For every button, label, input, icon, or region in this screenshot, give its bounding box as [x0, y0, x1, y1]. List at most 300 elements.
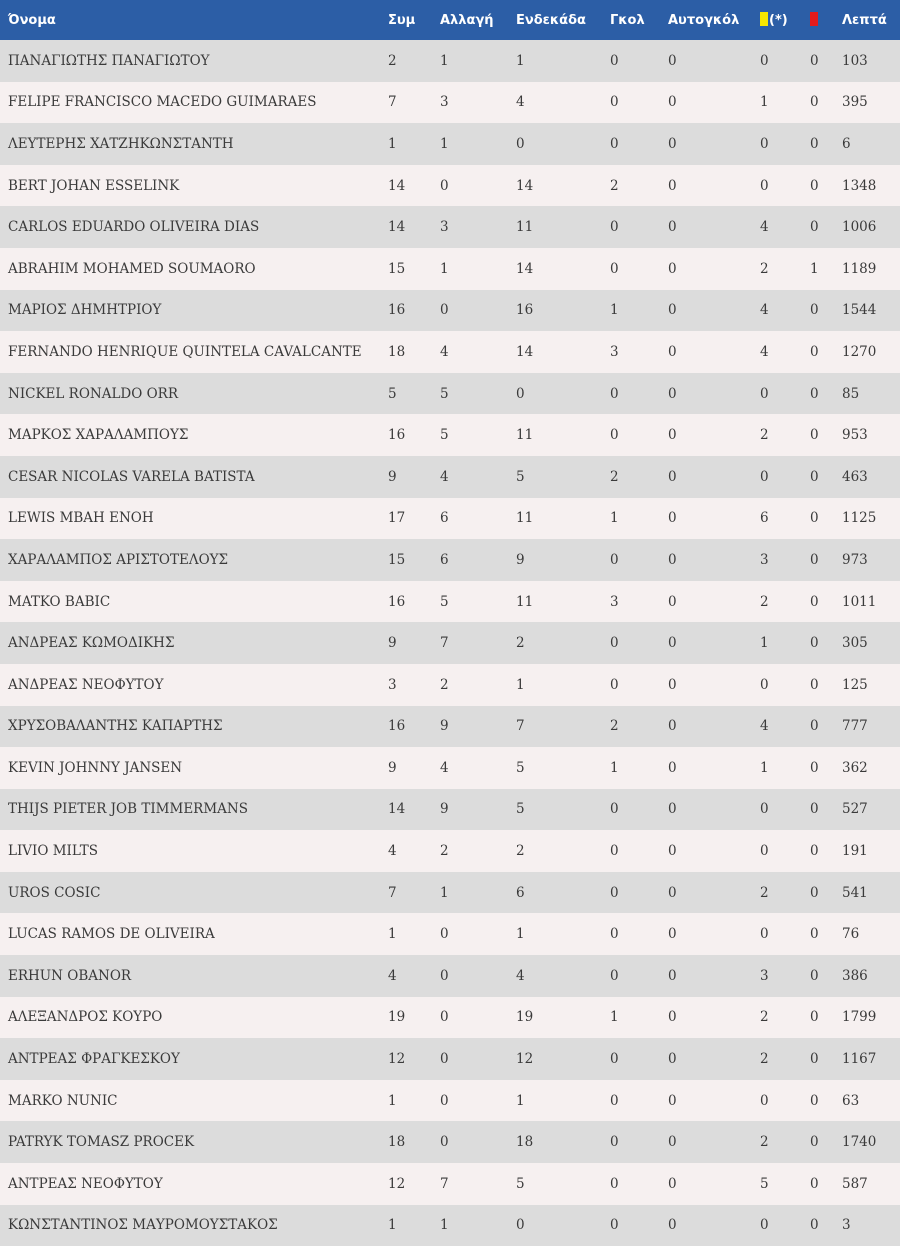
yellow-cards-cell: 6: [760, 510, 769, 527]
table-row: [0, 997, 900, 1039]
goals-cell: 0: [610, 551, 619, 568]
own-goals-cell: 0: [668, 94, 677, 111]
red-cards-cell: 0: [810, 177, 819, 194]
starts-cell: 1: [516, 52, 525, 69]
subs-cell: 0: [440, 1092, 449, 1109]
starts-cell: 14: [516, 260, 534, 277]
apps-cell: 5: [388, 385, 397, 402]
yellow-cards-cell: 0: [760, 1217, 769, 1234]
header-own-goals[interactable]: Αυτογκόλ: [668, 12, 740, 28]
yellow-cards-cell: 3: [760, 551, 769, 568]
minutes-cell: 386: [842, 967, 868, 984]
minutes-cell: 1189: [842, 260, 877, 277]
starts-cell: 11: [516, 510, 534, 527]
red-cards-cell: 0: [810, 1175, 819, 1192]
player-name: ΑΝΔΡΕΑΣ ΚΩΜΟΔΙΚΗΣ: [8, 635, 175, 652]
table-row: [0, 913, 900, 955]
table-row: [0, 290, 900, 332]
minutes-cell: 777: [842, 718, 868, 735]
red-cards-cell: 1: [810, 260, 819, 277]
yellow-cards-cell: 1: [760, 94, 769, 111]
yellow-card-icon: [760, 12, 768, 26]
red-cards-cell: 0: [810, 718, 819, 735]
player-name: MARKO NUNIC: [8, 1092, 118, 1109]
subs-cell: 5: [440, 385, 449, 402]
starts-cell: 5: [516, 801, 525, 818]
starts-cell: 12: [516, 1051, 534, 1068]
yellow-cards-cell: 3: [760, 967, 769, 984]
starts-cell: 6: [516, 884, 525, 901]
red-cards-cell: 0: [810, 427, 819, 444]
own-goals-cell: 0: [668, 635, 677, 652]
red-cards-cell: 0: [810, 135, 819, 152]
yellow-cards-cell: 2: [760, 1051, 769, 1068]
subs-cell: 9: [440, 718, 449, 735]
apps-cell: 15: [388, 260, 406, 277]
red-cards-cell: 0: [810, 94, 819, 111]
goals-cell: 0: [610, 1051, 619, 1068]
starts-cell: 19: [516, 1009, 534, 1026]
starts-cell: 11: [516, 593, 534, 610]
yellow-card-note: (*): [769, 13, 788, 28]
minutes-cell: 191: [842, 843, 868, 860]
subs-cell: 1: [440, 260, 449, 277]
starts-cell: 2: [516, 843, 525, 860]
goals-cell: 0: [610, 135, 619, 152]
player-name: THIJS PIETER JOB TIMMERMANS: [8, 801, 248, 818]
subs-cell: 0: [440, 926, 449, 943]
minutes-cell: 973: [842, 551, 868, 568]
red-cards-cell: 0: [810, 676, 819, 693]
yellow-cards-cell: 0: [760, 1092, 769, 1109]
yellow-cards-cell: 0: [760, 52, 769, 69]
minutes-cell: 1006: [842, 219, 877, 236]
apps-cell: 16: [388, 302, 406, 319]
subs-cell: 1: [440, 135, 449, 152]
red-cards-cell: 0: [810, 926, 819, 943]
own-goals-cell: 0: [668, 1092, 677, 1109]
goals-cell: 0: [610, 843, 619, 860]
minutes-cell: 1167: [842, 1051, 877, 1068]
apps-cell: 3: [388, 676, 397, 693]
minutes-cell: 63: [842, 1092, 860, 1109]
starts-cell: 11: [516, 219, 534, 236]
subs-cell: 6: [440, 551, 449, 568]
table-row: [0, 165, 900, 207]
table-body: [0, 40, 900, 1246]
subs-cell: 3: [440, 219, 449, 236]
goals-cell: 0: [610, 219, 619, 236]
subs-cell: 1: [440, 1217, 449, 1234]
minutes-cell: 1125: [842, 510, 877, 527]
header-goals[interactable]: Γκολ: [610, 12, 645, 28]
table-row: [0, 1080, 900, 1122]
player-name: CESAR NICOLAS VARELA BATISTA: [8, 468, 255, 485]
own-goals-cell: 0: [668, 1051, 677, 1068]
table-row: [0, 664, 900, 706]
subs-cell: 4: [440, 343, 449, 360]
goals-cell: 0: [610, 967, 619, 984]
apps-cell: 2: [388, 52, 397, 69]
minutes-cell: 6: [842, 135, 851, 152]
table-row: [0, 622, 900, 664]
player-name: PATRYK TOMASZ PROCEK: [8, 1134, 195, 1151]
minutes-cell: 1011: [842, 593, 877, 610]
starts-cell: 0: [516, 135, 525, 152]
goals-cell: 0: [610, 1217, 619, 1234]
yellow-cards-cell: 1: [760, 635, 769, 652]
player-name: ABRAHIM MOHAMED SOUMAORO: [8, 260, 256, 277]
table-row: [0, 872, 900, 914]
apps-cell: 14: [388, 177, 406, 194]
goals-cell: 0: [610, 801, 619, 818]
red-card-icon: [810, 12, 818, 26]
own-goals-cell: 0: [668, 1009, 677, 1026]
starts-cell: 18: [516, 1134, 534, 1151]
goals-cell: 2: [610, 718, 619, 735]
red-cards-cell: 0: [810, 1217, 819, 1234]
starts-cell: 5: [516, 759, 525, 776]
minutes-cell: 85: [842, 385, 860, 402]
apps-cell: 9: [388, 759, 397, 776]
red-cards-cell: 0: [810, 635, 819, 652]
subs-cell: 0: [440, 967, 449, 984]
player-name: ΑΝΔΡΕΑΣ ΝΕΟΦΥΤΟΥ: [8, 676, 164, 693]
minutes-cell: 463: [842, 468, 868, 485]
own-goals-cell: 0: [668, 52, 677, 69]
subs-cell: 1: [440, 884, 449, 901]
own-goals-cell: 0: [668, 177, 677, 194]
goals-cell: 3: [610, 343, 619, 360]
subs-cell: 0: [440, 1134, 449, 1151]
table-row: [0, 414, 900, 456]
apps-cell: 9: [388, 468, 397, 485]
subs-cell: 0: [440, 1009, 449, 1026]
player-name: ΑΝΤΡΕΑΣ ΦΡΑΓΚΕΣΚΟΥ: [8, 1051, 180, 1068]
apps-cell: 17: [388, 510, 406, 527]
subs-cell: 9: [440, 801, 449, 818]
table-row: [0, 123, 900, 165]
player-name: NICKEL RONALDO ORR: [8, 385, 179, 402]
starts-cell: 4: [516, 967, 525, 984]
apps-cell: 4: [388, 967, 397, 984]
apps-cell: 18: [388, 1134, 406, 1151]
player-name: FELIPE FRANCISCO MACEDO GUIMARAES: [8, 94, 317, 111]
table-row: [0, 40, 900, 82]
goals-cell: 2: [610, 468, 619, 485]
minutes-cell: 953: [842, 427, 868, 444]
table-row: [0, 789, 900, 831]
table-row: [0, 248, 900, 290]
table-row: [0, 706, 900, 748]
apps-cell: 19: [388, 1009, 406, 1026]
red-cards-cell: 0: [810, 967, 819, 984]
yellow-cards-cell: 0: [760, 177, 769, 194]
table-row: [0, 498, 900, 540]
goals-cell: 0: [610, 1092, 619, 1109]
own-goals-cell: 0: [668, 801, 677, 818]
red-cards-cell: 0: [810, 884, 819, 901]
minutes-cell: 527: [842, 801, 868, 818]
player-name: ΜΑΡΚΟΣ ΧΑΡΑΛΑΜΠΟΥΣ: [8, 427, 189, 444]
player-name: ΧΡΥΣΟΒΑΛΑΝΤΗΣ ΚΑΠΑΡΤΗΣ: [8, 718, 223, 735]
red-cards-cell: 0: [810, 843, 819, 860]
apps-cell: 15: [388, 551, 406, 568]
apps-cell: 1: [388, 926, 397, 943]
goals-cell: 0: [610, 884, 619, 901]
subs-cell: 7: [440, 1175, 449, 1192]
apps-cell: 18: [388, 343, 406, 360]
red-cards-cell: 0: [810, 593, 819, 610]
minutes-cell: 362: [842, 759, 868, 776]
player-name: ERHUN OBANOR: [8, 967, 132, 984]
header-yellow-cards[interactable]: [760, 0, 810, 40]
goals-cell: 0: [610, 52, 619, 69]
apps-cell: 1: [388, 1092, 397, 1109]
starts-cell: 1: [516, 676, 525, 693]
own-goals-cell: 0: [668, 551, 677, 568]
subs-cell: 0: [440, 1051, 449, 1068]
apps-cell: 16: [388, 593, 406, 610]
apps-cell: 12: [388, 1175, 406, 1192]
player-name: ΑΛΕΞΑΝΔΡΟΣ ΚΟΥΡΟ: [8, 1009, 163, 1026]
player-name: ΜΑΡΙΟΣ ΔΗΜΗΤΡΙΟΥ: [8, 302, 162, 319]
starts-cell: 5: [516, 1175, 525, 1192]
goals-cell: 0: [610, 385, 619, 402]
minutes-cell: 1270: [842, 343, 877, 360]
starts-cell: 1: [516, 1092, 525, 1109]
minutes-cell: 587: [842, 1175, 868, 1192]
goals-cell: 0: [610, 1134, 619, 1151]
own-goals-cell: 0: [668, 385, 677, 402]
goals-cell: 3: [610, 593, 619, 610]
red-cards-cell: 0: [810, 801, 819, 818]
red-cards-cell: 0: [810, 385, 819, 402]
yellow-cards-cell: 0: [760, 385, 769, 402]
yellow-cards-cell: 2: [760, 1009, 769, 1026]
subs-cell: 2: [440, 843, 449, 860]
subs-cell: 1: [440, 52, 449, 69]
goals-cell: 1: [610, 510, 619, 527]
subs-cell: 4: [440, 759, 449, 776]
goals-cell: 0: [610, 427, 619, 444]
subs-cell: 0: [440, 302, 449, 319]
player-name: LUCAS RAMOS DE OLIVEIRA: [8, 926, 215, 943]
table-row: [0, 206, 900, 248]
yellow-cards-cell: 4: [760, 302, 769, 319]
table-row: [0, 456, 900, 498]
starts-cell: 0: [516, 1217, 525, 1234]
yellow-cards-cell: 4: [760, 343, 769, 360]
apps-cell: 14: [388, 219, 406, 236]
red-cards-cell: 0: [810, 1134, 819, 1151]
yellow-cards-cell: 4: [760, 718, 769, 735]
goals-cell: 0: [610, 635, 619, 652]
yellow-cards-cell: 2: [760, 593, 769, 610]
subs-cell: 4: [440, 468, 449, 485]
header-starts[interactable]: Ενδεκάδα: [516, 12, 586, 28]
own-goals-cell: 0: [668, 759, 677, 776]
table-row: [0, 1121, 900, 1163]
minutes-cell: 1799: [842, 1009, 877, 1026]
player-name: UROS COSIC: [8, 884, 101, 901]
yellow-cards-cell: 0: [760, 926, 769, 943]
goals-cell: 0: [610, 260, 619, 277]
starts-cell: 11: [516, 427, 534, 444]
minutes-cell: 103: [842, 52, 868, 69]
own-goals-cell: 0: [668, 967, 677, 984]
apps-cell: 14: [388, 801, 406, 818]
starts-cell: 9: [516, 551, 525, 568]
header-apps[interactable]: Συμ: [388, 12, 416, 28]
red-cards-cell: 0: [810, 1092, 819, 1109]
table-row: [0, 747, 900, 789]
minutes-cell: 76: [842, 926, 860, 943]
red-cards-cell: 0: [810, 52, 819, 69]
yellow-cards-cell: 0: [760, 843, 769, 860]
starts-cell: 5: [516, 468, 525, 485]
red-cards-cell: 0: [810, 302, 819, 319]
player-name: FERNANDO HENRIQUE QUINTELA CAVALCANTE: [8, 343, 362, 360]
own-goals-cell: 0: [668, 593, 677, 610]
player-name: LIVIO MILTS: [8, 843, 99, 860]
subs-cell: 6: [440, 510, 449, 527]
apps-cell: 9: [388, 635, 397, 652]
table-row: [0, 1205, 900, 1247]
own-goals-cell: 0: [668, 427, 677, 444]
own-goals-cell: 0: [668, 1217, 677, 1234]
table-row: [0, 581, 900, 623]
red-cards-cell: 0: [810, 510, 819, 527]
table-row: [0, 373, 900, 415]
minutes-cell: 3: [842, 1217, 851, 1234]
red-cards-cell: 0: [810, 1051, 819, 1068]
own-goals-cell: 0: [668, 1175, 677, 1192]
goals-cell: 1: [610, 302, 619, 319]
red-cards-cell: 0: [810, 468, 819, 485]
minutes-cell: 1544: [842, 302, 877, 319]
yellow-cards-cell: 2: [760, 884, 769, 901]
starts-cell: 16: [516, 302, 534, 319]
red-cards-cell: 0: [810, 1009, 819, 1026]
starts-cell: 2: [516, 635, 525, 652]
apps-cell: 12: [388, 1051, 406, 1068]
red-cards-cell: 0: [810, 219, 819, 236]
goals-cell: 0: [610, 926, 619, 943]
header-red-cards[interactable]: [810, 0, 842, 40]
minutes-cell: 125: [842, 676, 868, 693]
apps-cell: 7: [388, 94, 397, 111]
apps-cell: 16: [388, 718, 406, 735]
header-minutes[interactable]: Λεπτά: [842, 12, 887, 28]
own-goals-cell: 0: [668, 718, 677, 735]
goals-cell: 1: [610, 1009, 619, 1026]
yellow-cards-cell: 5: [760, 1175, 769, 1192]
yellow-cards-cell: 0: [760, 801, 769, 818]
player-name: BERT JOHAN ESSELINK: [8, 177, 180, 194]
player-name: ΚΩΝΣΤΑΝΤΙΝΟΣ ΜΑΥΡΟΜΟΥΣΤΑΚΟΣ: [8, 1217, 278, 1234]
table-row: [0, 539, 900, 581]
minutes-cell: 305: [842, 635, 868, 652]
player-name: MATKO BABIC: [8, 593, 111, 610]
table-row: [0, 830, 900, 872]
yellow-cards-cell: 0: [760, 468, 769, 485]
player-name: ΛΕΥΤΕΡΗΣ ΧΑΤΖΗΚΩΝΣΤΑΝΤΗ: [8, 135, 234, 152]
own-goals-cell: 0: [668, 219, 677, 236]
own-goals-cell: 0: [668, 302, 677, 319]
own-goals-cell: 0: [668, 884, 677, 901]
own-goals-cell: 0: [668, 260, 677, 277]
table-header-row: [0, 0, 900, 40]
yellow-cards-cell: 2: [760, 1134, 769, 1151]
apps-cell: 4: [388, 843, 397, 860]
goals-cell: 0: [610, 94, 619, 111]
table-row: [0, 331, 900, 373]
yellow-cards-cell: 0: [760, 135, 769, 152]
yellow-cards-cell: 0: [760, 676, 769, 693]
subs-cell: 0: [440, 177, 449, 194]
own-goals-cell: 0: [668, 676, 677, 693]
goals-cell: 0: [610, 1175, 619, 1192]
goals-cell: 0: [610, 676, 619, 693]
own-goals-cell: 0: [668, 1134, 677, 1151]
starts-cell: 4: [516, 94, 525, 111]
subs-cell: 5: [440, 593, 449, 610]
apps-cell: 7: [388, 884, 397, 901]
minutes-cell: 1740: [842, 1134, 877, 1151]
table-row: [0, 955, 900, 997]
own-goals-cell: 0: [668, 343, 677, 360]
starts-cell: 14: [516, 343, 534, 360]
subs-cell: 7: [440, 635, 449, 652]
goals-cell: 2: [610, 177, 619, 194]
red-cards-cell: 0: [810, 343, 819, 360]
header-subs[interactable]: Αλλαγή: [440, 12, 494, 28]
player-name: ΑΝΤΡΕΑΣ ΝΕΟΦΥΤΟΥ: [8, 1175, 163, 1192]
starts-cell: 7: [516, 718, 525, 735]
own-goals-cell: 0: [668, 926, 677, 943]
apps-cell: 1: [388, 1217, 397, 1234]
starts-cell: 1: [516, 926, 525, 943]
yellow-cards-cell: 2: [760, 260, 769, 277]
starts-cell: 14: [516, 177, 534, 194]
player-name: ΧΑΡΑΛΑΜΠΟΣ ΑΡΙΣΤΟΤΕΛΟΥΣ: [8, 551, 229, 568]
own-goals-cell: 0: [668, 843, 677, 860]
subs-cell: 5: [440, 427, 449, 444]
header-name[interactable]: Όνομα: [8, 12, 56, 28]
own-goals-cell: 0: [668, 510, 677, 527]
own-goals-cell: 0: [668, 135, 677, 152]
minutes-cell: 1348: [842, 177, 877, 194]
yellow-cards-cell: 4: [760, 219, 769, 236]
yellow-cards-cell: 2: [760, 427, 769, 444]
player-name: KEVIN JOHNNY JANSEN: [8, 759, 183, 776]
table-row: [0, 1038, 900, 1080]
yellow-cards-cell: 1: [760, 759, 769, 776]
goals-cell: 1: [610, 759, 619, 776]
subs-cell: 2: [440, 676, 449, 693]
red-cards-cell: 0: [810, 551, 819, 568]
table-row: [0, 1163, 900, 1205]
table-row: [0, 82, 900, 124]
player-name: ΠΑΝΑΓΙΩΤΗΣ ΠΑΝΑΓΙΩΤΟΥ: [8, 52, 210, 69]
red-cards-cell: 0: [810, 759, 819, 776]
own-goals-cell: 0: [668, 468, 677, 485]
apps-cell: 16: [388, 427, 406, 444]
starts-cell: 0: [516, 385, 525, 402]
minutes-cell: 395: [842, 94, 868, 111]
player-name: LEWIS MBAH ENOH: [8, 510, 154, 527]
